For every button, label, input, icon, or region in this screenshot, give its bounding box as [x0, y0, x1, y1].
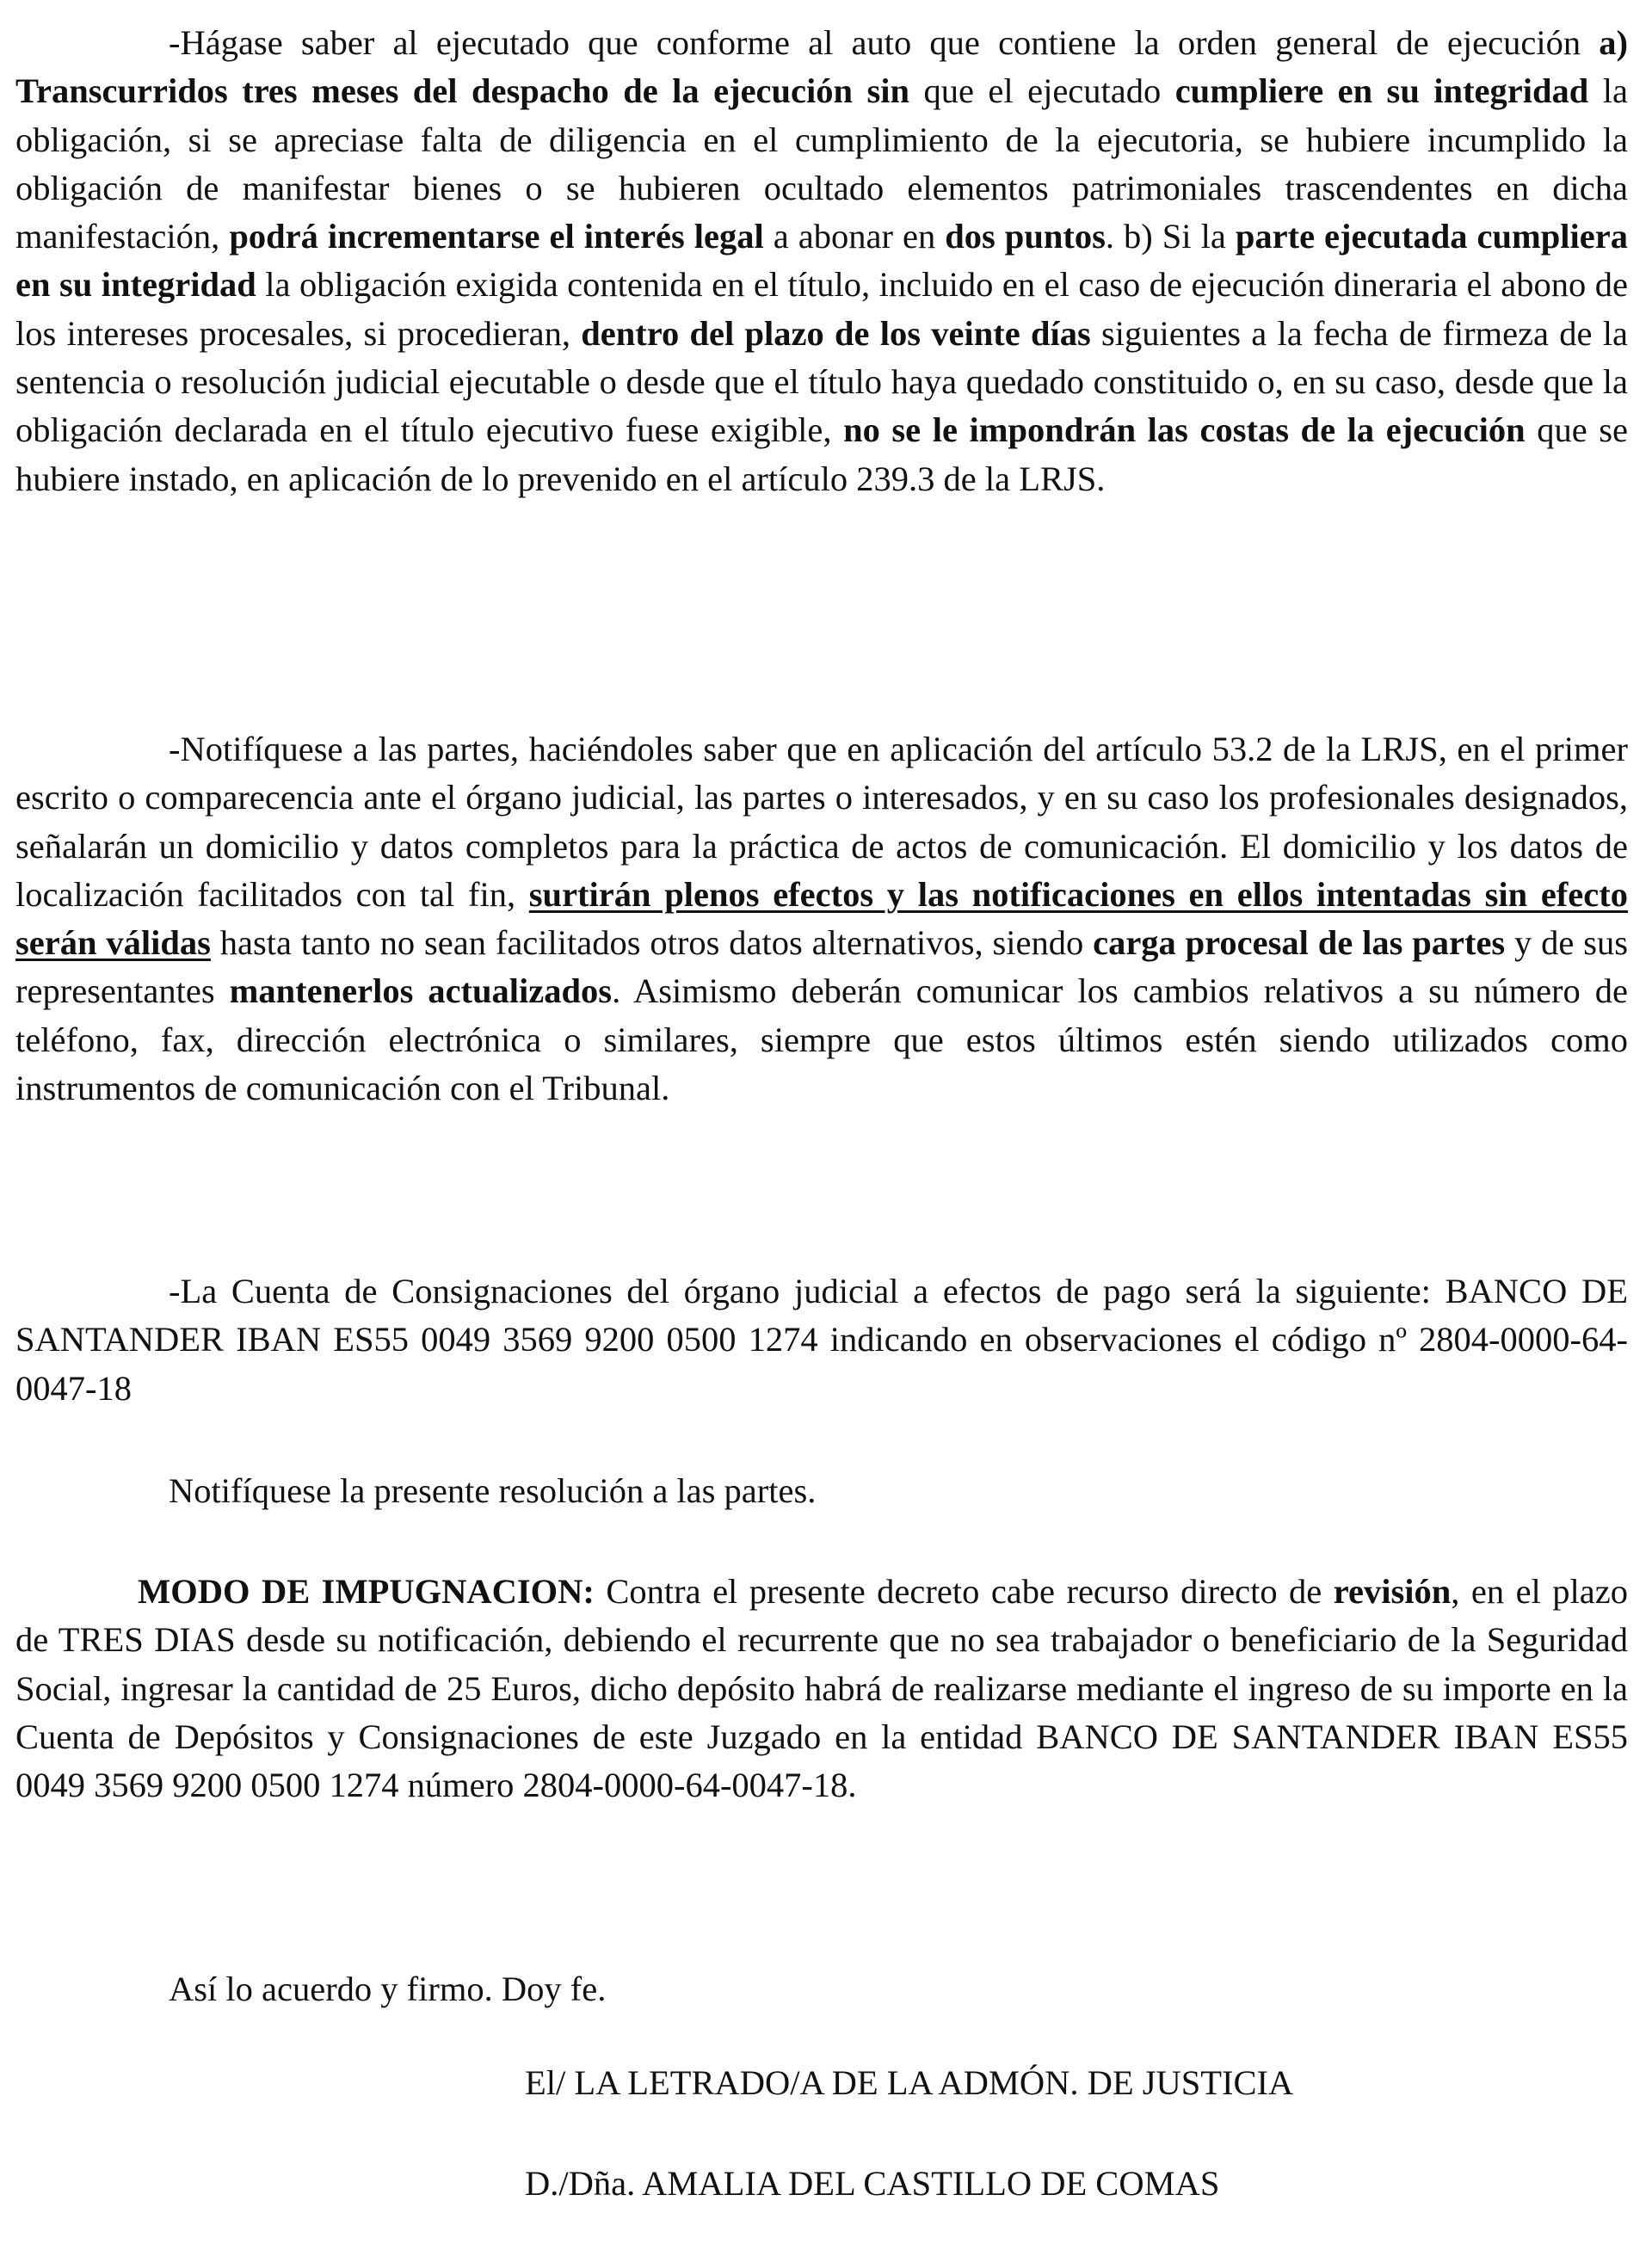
paragraph-appeal-method: MODO DE IMPUGNACION: Contra el presente decreto cabe recurso directo de revisión, en el plazo de TRES DIAS desde su notificación, debiendo el recurrente que no sea trabajador o beneficiario de la Seguridad Social, ingresar la cantidad de 25 Euros, dicho depósito habrá de realizarse mediante el ingreso de su importe en la Cuenta de Depósitos y Consignaciones de este Juzgado en la entidad BANCO DE SANTANDER IBAN ES55 0049 3569 9200 0500 1274 número 2804-0000-64-0047-18. [15, 1572, 1628, 1805]
signature-role: El/ LA LETRADO/A DE LA ADMÓN. DE JUSTICIA [525, 2063, 1294, 2102]
signature-name: D./Dña. AMALIA DEL CASTILLO DE COMAS [525, 2164, 1220, 2203]
paragraph-notification-domicile: -Notifíquese a las partes, haciéndoles saber que en aplicación del artículo 53.2 de la LRJS, en el primer escrito o comparecencia ante el órgano judicial, las partes o interesados, y en su caso los profesionales designados, señalarán un domicilio y datos completos para la práctica de actos de comunicación. El domicilio y los datos de localización facilitados con tal fin, surtirán plenos efectos y las notificaciones en ellos intentadas sin efecto serán válidas hasta tanto no sean facilitados otros datos alternativos, siendo carga procesal de las partes y de sus representantes mantenerlos actualizados. Asimismo deberán comunicar los cambios relativos a su número de teléfono, fax, dirección electrónica o similares, siempre que estos últimos estén siendo utilizados como instrumentos de comunicación con el Tribunal. [15, 730, 1629, 1108]
paragraph-closing: Así lo acuerdo y firmo. Doy fe. [169, 1970, 607, 2008]
paragraph-bank-account: -La Cuenta de Consignaciones del órgano judicial a efectos de pago será la siguiente: BANCO DE SANTANDER IBAN ES55 0049 3569 9200 0500 1274 indicando en observaciones el código nº 2804-0000-64-0047-18 [15, 1272, 1628, 1408]
paragraph-notify-parties: Notifíquese la presente resolución a las partes. [169, 1471, 817, 1510]
paragraph-execution-order: -Hágase saber al ejecutado que conforme al auto que contiene la orden general de ejecución a) Transcurridos tres meses del despacho de la ejecución sin que el ejecutado cumpliere en su integridad la obligación, si se apreciase falta de diligencia en el cumplimiento de la ejecutoria, se hubiere incumplido la obligación de manifestar bienes o se hubieren ocultado elementos patrimoniales trascendentes en dicha manifestación, podrá incrementarse el interés legal a abonar en dos puntos. b) Si la parte ejecutada cumpliera en su integridad la obligación exigida contenida en el título, incluido en el caso de ejecución dineraria el abono de los intereses procesales, si procedieran, dentro del plazo de los veinte días siguientes a la fecha de firmeza de la sentencia o resolución judicial ejecutable o desde que el título haya quedado constituido o, en su caso, desde que la obligación declarada en el título ejecutivo fuese exigible, no se le impondrán las costas de la ejecución que se hubiere instado, en aplicación de lo prevenido en el artículo 239.3 de la LRJS. [15, 23, 1629, 498]
